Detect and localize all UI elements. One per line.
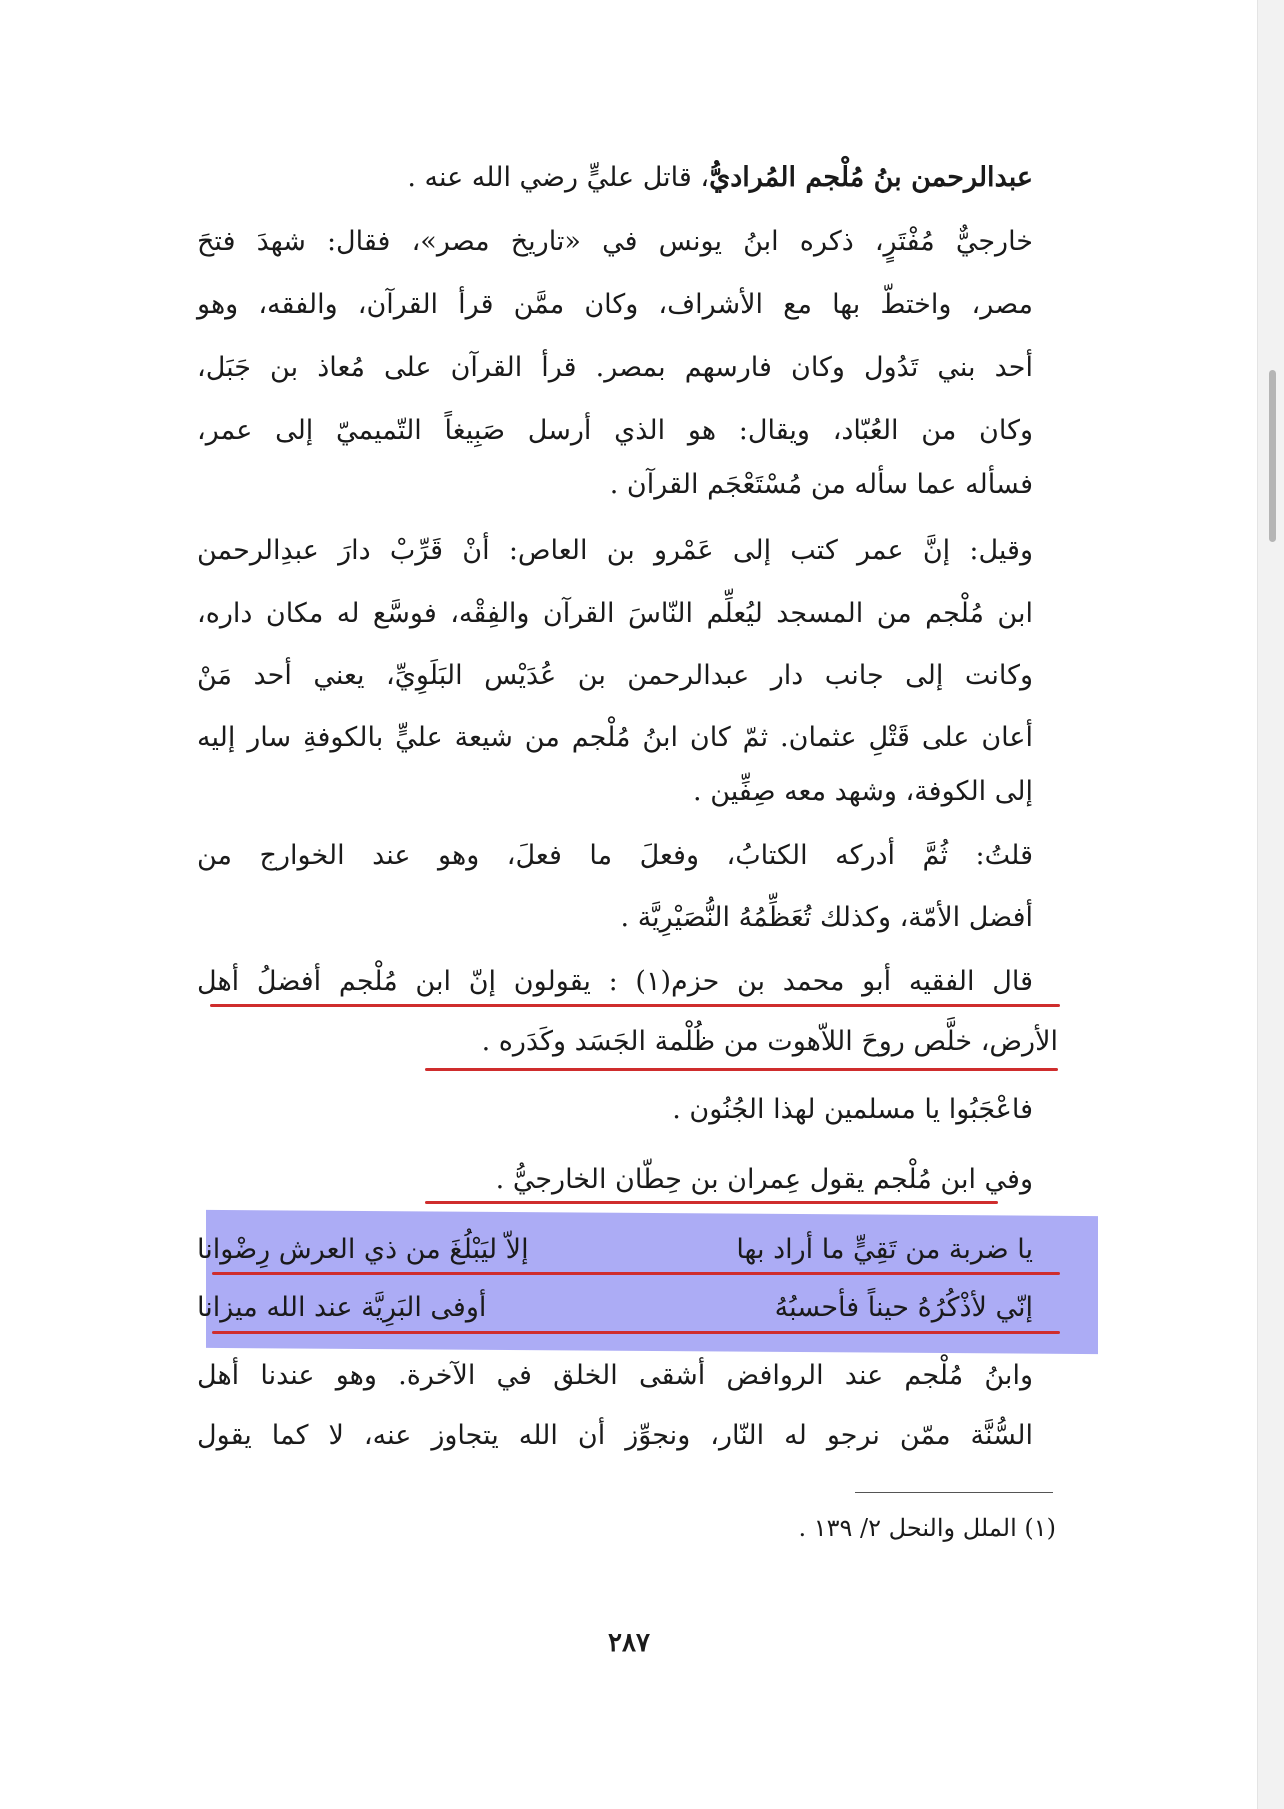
verse-2-hemistich-right: إنّي لأذْكُرُهُ حيناً فأحسبُهُ xyxy=(774,1292,1033,1323)
verse-1-hemistich-right: يا ضربة من تَقِيٍّ ما أراد بها xyxy=(736,1234,1033,1265)
text-line-10: أعان على قَتْلِ عثمان. ثمّ كان ابنُ مُلْجم من شيعة عليٍّ بالكوفةِ سار إليه xyxy=(197,722,1033,753)
red-underline-1 xyxy=(210,1004,1060,1007)
red-underline-2 xyxy=(425,1068,1058,1071)
text-line-2: خارجيٌّ مُفْتَرٍ، ذكره ابنُ يونس في «تاريخ مصر»، فقال: شهدَ فتحَ xyxy=(197,226,1033,257)
text-line-19: السُّنَّة ممّن نرجو له النّار، ونجوِّز أن الله يتجاوز عنه، لا كما يقول xyxy=(197,1420,1033,1451)
text-line-15: الأرض، خلَّص روحَ اللاّهوت من ظُلْمة الجَسَد وكَدَره . xyxy=(481,1026,1058,1057)
scrollbar-thumb[interactable] xyxy=(1269,370,1276,542)
text-line-7: وقيل: إنَّ عمر كتب إلى عَمْرو بن العاص: أنْ قَرِّبْ دارَ عبدِالرحمن xyxy=(197,535,1033,566)
verse-1 xyxy=(197,1230,1033,1270)
text-line-5: وكان من العُبّاد، ويقال: هو الذي أرسل صَبِيغاً التّميميّ إلى عمر، xyxy=(197,415,1033,446)
verse-1-hemistich-left: إلاّ ليَبْلُغَ من ذي العرش رِضْوانا xyxy=(197,1234,529,1265)
scrollbar-track[interactable] xyxy=(1257,0,1284,1809)
verse-2 xyxy=(197,1288,1033,1328)
entry-heading-line xyxy=(197,158,1033,198)
text-line-8: ابن مُلْجم من المسجد ليُعلِّم النّاسَ القرآن والفِقْه، فوسَّع له مكان داره، xyxy=(197,598,1033,629)
text-line-13: أفضل الأمّة، وكذلك تُعَظِّمُهُ النُّصَيْرِيَّة . xyxy=(620,902,1033,933)
red-underline-5 xyxy=(212,1331,1060,1334)
text-line-4: أحد بني تَدُول وكان فارسهم بمصر. قرأ القرآن على مُعاذ بن جَبَل، xyxy=(197,352,1033,383)
text-line-18: وابنُ مُلْجم عند الروافض أشقى الخلق في الآخرة. وهو عندنا أهل xyxy=(197,1360,1033,1391)
text-line-6: فسأله عما سأله من مُسْتَعْجَم القرآن . xyxy=(609,469,1033,500)
text-line-17: وفي ابن مُلْجم يقول عِمران بن حِطّان الخارجيُّ . xyxy=(495,1164,1033,1195)
footnote: (١) الملل والنحل ٢/ ١٣٩ . xyxy=(798,1514,1056,1542)
text-line-11: إلى الكوفة، وشهد معه صِفِّين . xyxy=(693,776,1033,807)
text-line-1: ، قاتل عليٍّ رضي الله عنه . xyxy=(407,162,710,193)
red-underline-4 xyxy=(212,1272,1060,1275)
page-number: ٢٨٧ xyxy=(608,1628,650,1658)
entry-heading: عبدالرحمن بنُ مُلْجم المُراديُّ xyxy=(709,162,1033,193)
text-line-9: وكانت إلى جانب دار عبدالرحمن بن عُدَيْس البَلَوِيِّ، يعني أحد مَنْ xyxy=(197,660,1033,691)
text-line-16: فاعْجَبُوا يا مسلمين لهذا الجُنُون . xyxy=(672,1094,1033,1125)
verse-2-hemistich-left: أوفى البَرِيَّة عند الله ميزانا xyxy=(197,1292,487,1323)
text-line-3: مصر، واختطّ بها مع الأشراف، وكان ممَّن قرأ القرآن، والفقه، وهو xyxy=(197,289,1033,320)
text-line-14: قال الفقيه أبو محمد بن حزم(١) : يقولون إنّ ابن مُلْجم أفضلُ أهل xyxy=(197,966,1033,997)
text-line-12: قلتُ: ثُمَّ أدركه الكتابُ، وفعلَ ما فعلَ، وهو عند الخوارج من xyxy=(197,840,1033,871)
red-underline-3 xyxy=(425,1201,998,1204)
footnote-divider xyxy=(855,1492,1053,1493)
